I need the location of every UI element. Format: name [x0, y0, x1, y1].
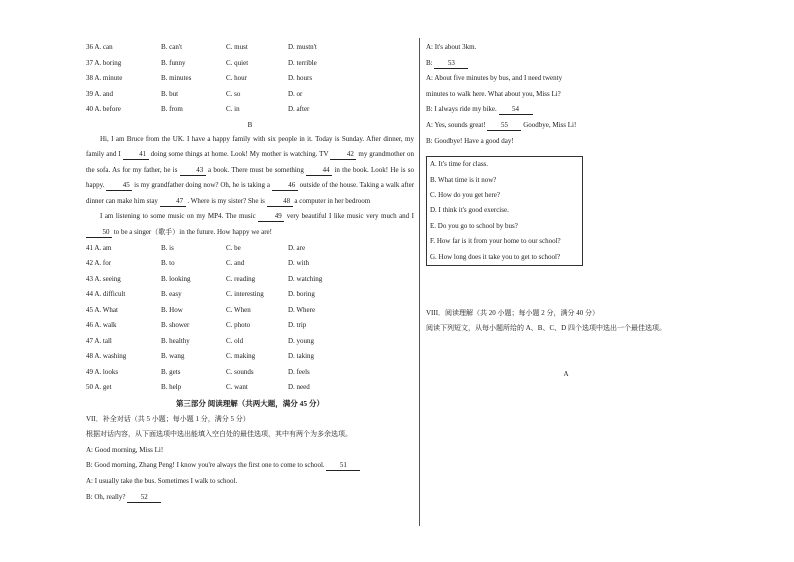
option-row	[86, 87, 414, 103]
dialog-right	[426, 40, 726, 149]
passage-text: is my grandfather doing now? Oh, he is taking a	[134, 181, 270, 190]
dialog-line	[426, 134, 726, 150]
option-b: B. to	[161, 259, 175, 268]
dialog-line	[426, 102, 726, 118]
answer-blank[interactable]: 47	[160, 197, 186, 207]
option-a: 37 A. boring	[86, 58, 122, 67]
option-row	[86, 380, 414, 396]
option-c: C. interesting	[226, 290, 264, 299]
option-a: 47 A. tall	[86, 336, 112, 345]
option-row	[86, 56, 414, 72]
dialog-line	[426, 118, 726, 134]
answer-blank[interactable]: 42	[330, 150, 356, 160]
passage-text: I am listening to some music on my MP4. The music	[100, 212, 256, 221]
dialog-line	[86, 490, 414, 506]
passage-text: very beautiful I like music very much and I	[286, 212, 414, 221]
choice-option: F. How far is it from your home to our school?	[430, 237, 561, 246]
option-b: B. wang	[161, 352, 185, 361]
column-divider	[419, 38, 420, 526]
option-d: D. after	[288, 105, 310, 113]
answer-blank[interactable]: 45	[106, 181, 132, 191]
option-d: D. with	[288, 259, 309, 268]
dialog-line	[426, 71, 726, 87]
option-b: B. How	[161, 305, 183, 314]
dialog-line	[426, 40, 726, 56]
answer-blank[interactable]: 46	[272, 181, 298, 191]
option-a: 36 A. can	[86, 43, 113, 51]
passage-text: my grandmother on the sofa. As for my father, he is	[86, 150, 415, 174]
choice-option: E. Do you go to school by bus?	[430, 221, 518, 230]
option-a: 48 A. washing	[86, 352, 127, 361]
answer-blank[interactable]: 49	[258, 212, 284, 222]
option-a: 38 A. minute	[86, 74, 123, 82]
option-d: D. taking	[288, 352, 315, 361]
answer-blank[interactable]: 51	[326, 461, 360, 471]
option-c: C. sounds	[226, 367, 254, 376]
choice-option: B. What time is it now?	[430, 175, 497, 184]
option-b: B. minutes	[161, 74, 192, 82]
choice-option: D. I think it's good exercise.	[430, 206, 509, 215]
option-d: D. mustn't	[288, 43, 317, 51]
passage-paragraph-1	[86, 132, 414, 210]
part-three-title: 第三部分 阅读理解（共两大题，满分 45 分）	[175, 398, 325, 408]
option-c: C. want	[226, 383, 248, 392]
passage-text: doing some things at home. Look! My mother is watching. TV	[150, 150, 329, 159]
option-c: C. old	[226, 336, 244, 345]
option-a: 50 A. get	[86, 383, 112, 392]
option-b: B. easy	[161, 290, 182, 299]
option-d: D. young	[288, 336, 315, 345]
option-c: C. hour	[226, 74, 247, 82]
passage-text: to be a singer（歌手）in the future. How happy we are!	[113, 228, 272, 237]
dialog-line	[86, 458, 414, 474]
right-column	[426, 40, 726, 381]
option-row	[86, 303, 414, 319]
option-d: D. terrible	[288, 58, 317, 67]
dialog-text: B: I always ride my bike.	[426, 105, 497, 114]
dialog-left	[86, 443, 414, 505]
answer-blank[interactable]: 52	[127, 493, 161, 503]
option-d: D. hours	[288, 74, 313, 82]
options-36-40	[86, 40, 414, 118]
option-a: 49 A. looks	[86, 367, 119, 376]
option-row	[86, 334, 414, 350]
option-a: 42 A. for	[86, 259, 112, 268]
option-c: C. and	[226, 259, 245, 268]
option-a: 44 A. difficult	[86, 290, 126, 299]
option-row	[86, 287, 414, 303]
answer-blank[interactable]: 43	[180, 166, 206, 176]
option-d: D. watching	[288, 274, 323, 283]
option-b: B. from	[161, 105, 183, 113]
option-c: C. When	[226, 305, 251, 314]
section-7-instructions: 根据对话内容，从下面选项中选出能填入空白处的最佳选项，其中有两个为多余选项。	[86, 430, 352, 439]
dialog-text: Goodbye, Miss Li!	[523, 120, 577, 129]
option-row	[86, 102, 414, 118]
option-b: B. help	[161, 383, 182, 392]
dialog-text: A: Yes, sounds great!	[426, 120, 486, 129]
option-b: B. looking	[161, 274, 191, 283]
option-row	[86, 256, 414, 272]
option-b: B. funny	[161, 58, 186, 67]
section-7-title: VII．补全对话（共 5 小题；每小题 1 分，满分 5 分）	[86, 414, 250, 423]
dialog-text: A: Good morning, Miss Li!	[86, 445, 164, 454]
option-row	[86, 40, 414, 56]
dialog-line	[426, 56, 726, 72]
answer-blank[interactable]: 44	[306, 166, 332, 176]
option-c: C. photo	[226, 321, 251, 330]
section-b-heading: B	[247, 120, 253, 129]
answer-blank[interactable]: 55	[487, 121, 521, 131]
option-d: D. trip	[288, 321, 307, 330]
dialog-text: A: It's about 3km.	[426, 43, 477, 51]
options-41-50	[86, 241, 414, 396]
option-a: 41 A. am	[86, 243, 112, 252]
answer-blank[interactable]: 54	[499, 105, 533, 115]
option-row	[86, 241, 414, 257]
option-a: 43 A. seeing	[86, 274, 121, 283]
answer-blank[interactable]: 41	[123, 150, 149, 160]
passage-paragraph-2	[86, 209, 414, 240]
dialog-text: minutes to walk here. What about you, Miss Li?	[426, 89, 561, 98]
choice-option: C. How do you get here?	[430, 190, 500, 199]
passage-text: a book. There must be something	[208, 165, 304, 174]
passage-text: Hi, I am Bruce from the UK. I have a happy family with six people in it. Today is Sunday. After dinner, my family and I	[86, 134, 414, 159]
option-d: D. feels	[288, 367, 310, 376]
option-d: D. are	[288, 243, 306, 252]
option-c: C. so	[226, 89, 241, 98]
option-c: C. making	[226, 352, 256, 361]
option-b: B. gets	[161, 367, 181, 376]
dialog-text: A: I usually take the bus. Sometimes I walk to school.	[86, 477, 238, 486]
left-column	[86, 40, 414, 505]
dialog-line	[86, 474, 414, 490]
option-a: 39 A. and	[86, 89, 114, 98]
dialog-line	[86, 443, 414, 459]
option-a: 45 A. What	[86, 305, 118, 314]
option-b: B. is	[161, 243, 174, 252]
option-row	[86, 71, 414, 87]
option-a: 40 A. before	[86, 105, 121, 113]
option-b: B. healthy	[161, 336, 190, 345]
passage-text: . Where is my sister? She is	[187, 196, 265, 205]
option-b: B. but	[161, 89, 179, 98]
option-row	[86, 272, 414, 288]
option-d: D. Where	[288, 305, 316, 314]
choice-box	[426, 156, 583, 266]
option-c: C. must	[226, 43, 248, 51]
option-b: B. can't	[161, 43, 183, 51]
option-row	[86, 365, 414, 381]
option-d: D. or	[288, 89, 303, 98]
dialog-text: B: Goodbye! Have a good day!	[426, 136, 514, 145]
dialog-text: A: About five minutes by bus, and I need twenty	[426, 74, 563, 83]
passage-text: a computer in her bedroom	[294, 196, 371, 205]
option-c: C. quiet	[226, 58, 249, 67]
answer-blank[interactable]: 48	[267, 197, 293, 207]
option-c: C. be	[226, 243, 241, 252]
option-c: C. reading	[226, 274, 256, 283]
answer-blank[interactable]: 53	[434, 59, 468, 69]
passage-text: outside of the house. Taking a walk after dinner can make him stay	[86, 181, 415, 205]
option-b: B. shower	[161, 321, 190, 330]
option-c: C. in	[226, 105, 240, 113]
option-d: D. boring	[288, 290, 315, 299]
passage-text: in the book. Look! He is so happy.	[86, 165, 415, 190]
option-row	[86, 349, 414, 365]
choice-option: G. How long does it take you to get to school?	[430, 252, 561, 261]
dialog-text: B:	[426, 58, 433, 67]
choice-option: A. It's time for class.	[430, 160, 489, 169]
dialog-line	[426, 87, 726, 103]
section-8-title: VIII．阅读理解（共 20 小题；每小题 2 分，满分 40 分）	[426, 308, 600, 317]
option-a: 46 A. walk	[86, 321, 117, 330]
section-8-instructions: 阅读下列短文，从每小题所给的 A、B、C、D 四个选项中选出一个最佳选项。	[426, 324, 666, 333]
answer-blank[interactable]: 50	[86, 228, 112, 238]
option-d: D. need	[288, 383, 310, 392]
dialog-text: B: Oh, really?	[86, 492, 126, 501]
dialog-text: B: Good morning, Zhang Peng! I know you're always the first one to come to school.	[86, 461, 325, 470]
option-row	[86, 318, 414, 334]
section-a-heading: A	[563, 370, 569, 379]
